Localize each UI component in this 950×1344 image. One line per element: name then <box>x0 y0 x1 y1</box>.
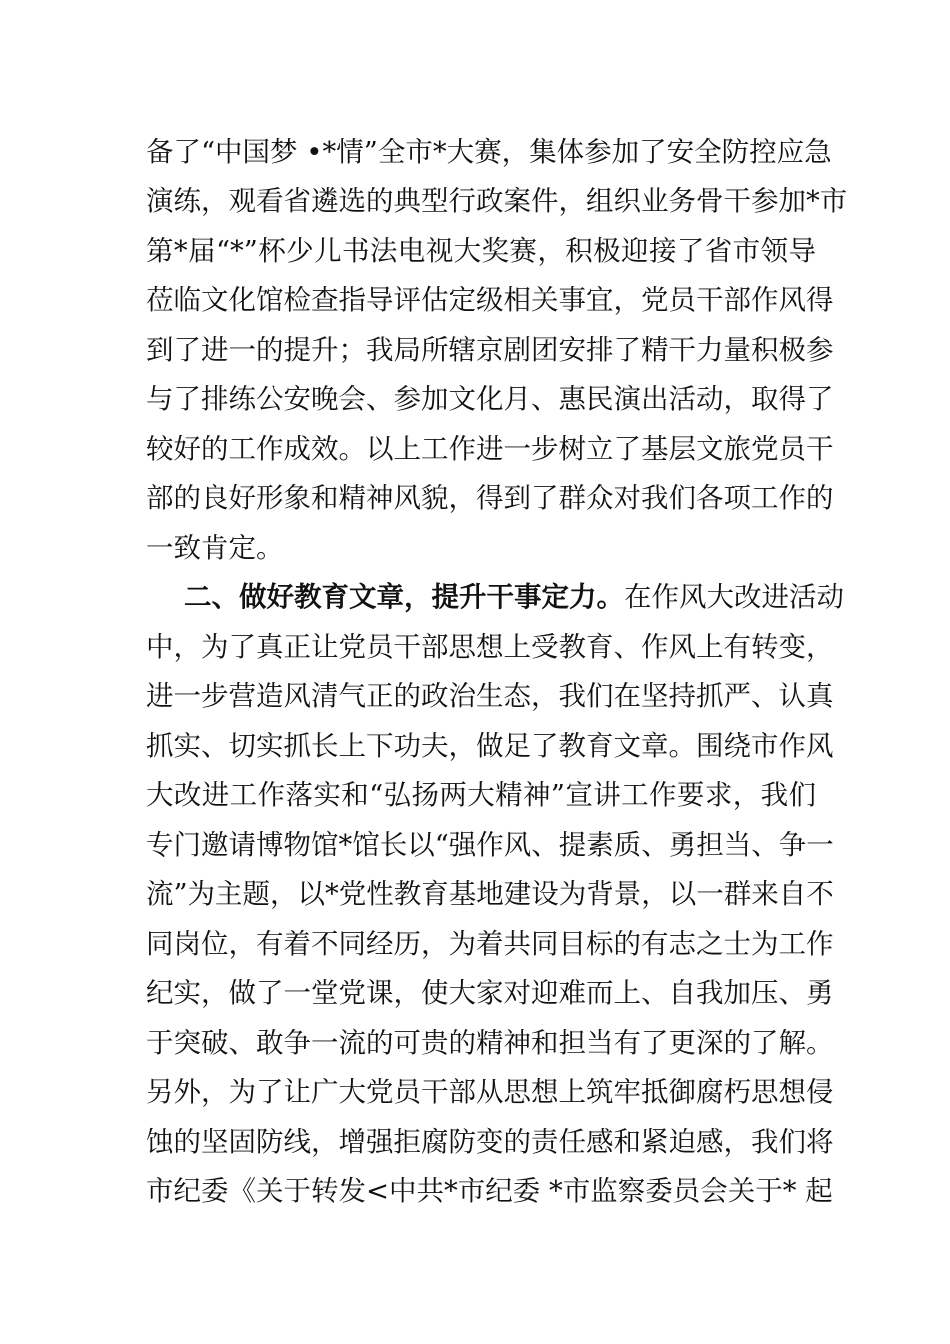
section-2-line-2: 中，为了真正让党员干部思想上受教育、作风上有转变， <box>146 631 834 663</box>
paragraph-line-1: 备了“中国梦 •*情”全市*大赛，集体参加了安全防控应急 <box>146 136 832 168</box>
paragraph-line-2: 演练，观看省遴选的典型行政案件，组织业务骨干参加*市 <box>146 185 848 217</box>
section-2-line-9: 纪实，做了一堂党课，使大家对迎难而上、自我加压、勇 <box>146 977 834 1009</box>
section-2-heading: 二、做好教育文章，提升干事定力。 <box>184 581 624 613</box>
section-2-line-6: 专门邀请博物馆*馆长以“强作风、提素质、勇担当、争一 <box>146 829 834 861</box>
paragraph-line-3: 第*届“*”杯少儿书法电视大奖赛，积极迎接了省市领导 <box>146 235 816 267</box>
paragraph-line-7: 较好的工作成效。以上工作进一步树立了基层文旅党员干 <box>146 433 834 465</box>
section-2-line-3: 进一步营造风清气正的政治生态，我们在坚持抓严、认真 <box>146 680 834 712</box>
section-2-line-8: 同岗位，有着不同经历，为着共同目标的有志之士为工作 <box>146 928 834 960</box>
section-2-first-line-text: 在作风大改进活动 <box>624 581 844 613</box>
section-2-line-7: 流”为主题，以*党性教育基地建设为背景，以一群来自不 <box>146 878 834 910</box>
section-2-first-line <box>184 577 844 617</box>
section-2-line-5: 大改进工作落实和“弘扬两大精神”宣讲工作要求，我们 <box>146 779 816 811</box>
section-2-line-11: 另外，为了让广大党员干部从思想上筑牢抵御腐朽思想侵 <box>146 1076 834 1108</box>
paragraph-line-8: 部的良好形象和精神风貌，得到了群众对我们各项工作的 <box>146 482 834 514</box>
section-2-line-4: 抓实、切实抓长上下功夫，做足了教育文章。围绕市作风 <box>146 730 834 762</box>
paragraph-line-6: 与了排练公安晚会、参加文化月、惠民演出活动，取得了 <box>146 383 834 415</box>
section-2-line-12: 蚀的坚固防线，增强拒腐防变的责任感和紧迫感，我们将 <box>146 1126 834 1158</box>
section-2-line-13: 市纪委《关于转发<中共*市纪委 *市监察委员会关于* 起 <box>146 1175 833 1207</box>
paragraph-line-4: 莅临文化馆检查指导评估定级相关事宜，党员干部作风得 <box>146 284 834 316</box>
paragraph-line-9: 一致肯定。 <box>146 532 284 564</box>
paragraph-line-5: 到了进一的提升；我局所辖京剧团安排了精干力量积极参 <box>146 334 834 366</box>
section-2-line-10: 于突破、敢争一流的可贵的精神和担当有了更深的了解。 <box>146 1027 834 1059</box>
